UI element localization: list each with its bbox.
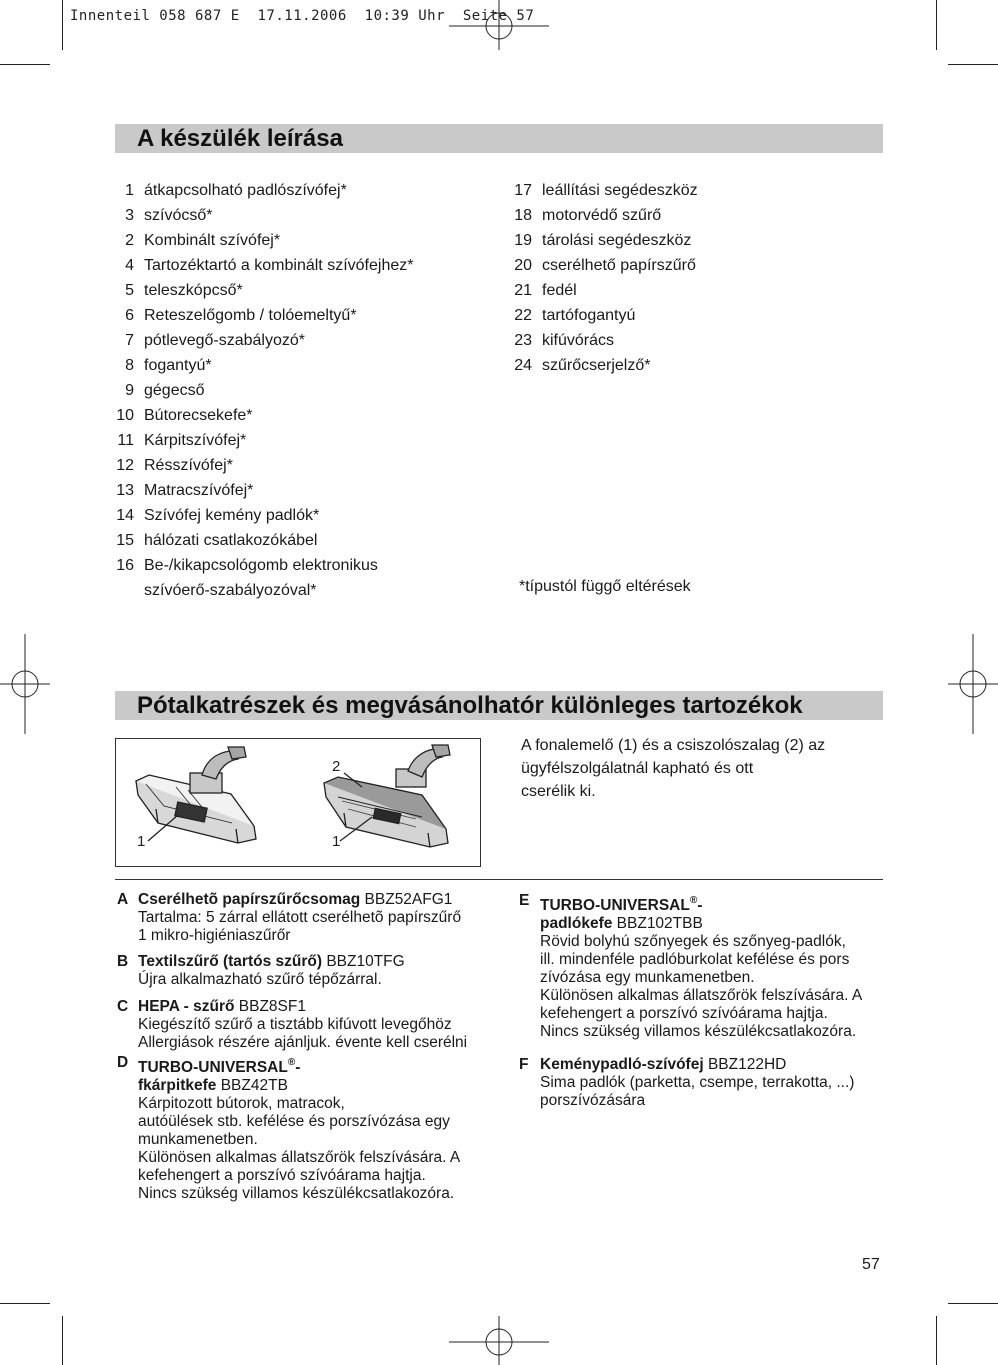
accessory-letter: B: [117, 953, 129, 970]
accessory-text: Kiegészítő szűrő a tisztább kifúvott levegőhöz: [138, 1016, 452, 1033]
accessory-code: BBZ102TBB: [616, 915, 703, 932]
accessory-text: Rövid bolyhú szőnyegek és szőnyeg-padlók,: [540, 933, 846, 950]
part-number: [112, 578, 134, 603]
part-label: Be-/kikapcsológomb elektronikus: [144, 557, 378, 574]
parts-list-item: [112, 278, 413, 303]
figure-label-2-right: 2: [332, 758, 341, 775]
figure-label-1-left: 1: [137, 833, 146, 850]
parts-list-right: [510, 178, 698, 378]
parts-list-item: [510, 353, 698, 378]
intro-line: cserélik ki.: [521, 783, 596, 800]
part-number: 4: [125, 257, 134, 274]
figure-label-1-right: 1: [332, 833, 341, 850]
accessory-letter: A: [117, 891, 129, 908]
print-header: Innenteil 058 687 E 17.11.2006 10:39 Uhr Seite 57: [70, 8, 535, 24]
accessory-name-suffix: -: [697, 897, 703, 914]
part-label: cserélhető papírszűrő: [542, 257, 696, 274]
accessory-text: Tartalma: 5 zárral ellátott cserélhetõ papírszűrő: [138, 909, 462, 926]
part-label: Szívófej kemény padlók*: [144, 507, 320, 524]
part-number: 14: [116, 507, 134, 524]
parts-list-item: [112, 353, 413, 378]
parts-list-item: [112, 553, 413, 578]
part-number: 11: [117, 432, 134, 449]
part-number: 6: [125, 307, 134, 324]
part-number: 19: [514, 232, 532, 249]
part-label: Tartozéktartó a kombinált szívófejhez*: [144, 257, 414, 274]
accessory-letter: D: [117, 1054, 129, 1071]
accessory-text: Különösen alkalmas állatszőrök felszívására. A: [540, 987, 863, 1004]
parts-list-item: [510, 178, 698, 203]
part-number: 1: [125, 182, 134, 199]
parts-list-item: [112, 328, 413, 353]
intro-line: A fonalemelő (1) és a csiszolószalag (2) az: [521, 737, 826, 754]
part-label: Reteszelőgomb / tolóemeltyű*: [144, 307, 357, 324]
part-number: 20: [514, 257, 532, 274]
part-label: Matracszívófej*: [144, 482, 254, 499]
accessory-code: BBZ10TFG: [326, 953, 405, 970]
parts-list-item: [112, 428, 413, 453]
part-label: pótlevegő-szabályozó*: [144, 332, 305, 349]
section-title: Pótalkatrészek és megvásánolhatór különleges tartozékok: [137, 692, 803, 719]
part-number: 8: [125, 357, 134, 374]
accessory-text: Kárpitozott bútorok, matracok,: [138, 1095, 345, 1112]
divider: [115, 879, 883, 880]
parts-list-item: [112, 503, 413, 528]
accessory-text: kefehengert a porszívó szívóárama hajtja.: [138, 1167, 426, 1184]
section-title: A készülék leírása: [137, 125, 343, 152]
parts-list-item: [112, 578, 413, 603]
parts-list-item: [112, 403, 413, 428]
accessory-code: BBZ52AFG1: [364, 891, 453, 908]
parts-list-left: [112, 178, 413, 603]
accessory-text: ill. mindenféle padlóburkolat kefélése és pors: [540, 951, 850, 968]
replacement-note: [521, 734, 881, 803]
accessory-text: Különösen alkalmas állatszőrök felszívására. A: [138, 1149, 461, 1166]
part-number: 21: [514, 282, 532, 299]
accessory-code: BBZ42TB: [220, 1077, 288, 1094]
part-number: 2: [125, 232, 134, 249]
parts-list-item: [112, 228, 413, 253]
part-label: hálózati csatlakozókábel: [144, 532, 318, 549]
parts-list-item: [510, 203, 698, 228]
part-number: 17: [514, 182, 532, 199]
part-label: átkapcsolható padlószívófej*: [144, 182, 347, 199]
accessory-text: zívózása egy munkamenetben.: [540, 969, 755, 986]
accessory-text: 1 mikro-higiéniaszűrőr: [138, 927, 291, 944]
part-label: Résszívófej*: [144, 457, 233, 474]
part-number: 13: [116, 482, 134, 499]
part-number: 7: [125, 332, 134, 349]
part-label: teleszkópcső*: [144, 282, 243, 299]
parts-list-item: [112, 478, 413, 503]
part-label: gégecső: [144, 382, 205, 399]
accessory-name-2: padlókefe: [540, 915, 613, 932]
part-number: 22: [514, 307, 532, 324]
accessory-code: BBZ8SF1: [238, 998, 306, 1015]
parts-list-item: [510, 303, 698, 328]
part-label: szívócső*: [144, 207, 213, 224]
accessory-text: munkamenetben.: [138, 1131, 258, 1148]
part-number: 12: [116, 457, 134, 474]
part-number: 5: [125, 282, 134, 299]
parts-list-item: [112, 253, 413, 278]
accessory-text: kefehengert a porszívó szívóárama hajtja.: [540, 1005, 828, 1022]
part-label: leállítási segédeszköz: [542, 182, 698, 199]
accessory-text: Allergiások részére ajánljuk. évente kell cserélni: [138, 1034, 468, 1051]
part-number: 24: [514, 357, 532, 374]
parts-list-item: [112, 303, 413, 328]
part-number: 10: [116, 407, 134, 424]
accessory-letter: C: [117, 998, 129, 1015]
accessory-text: Nincs szükség villamos készülékcsatlakozóra.: [540, 1023, 857, 1040]
part-number: 18: [514, 207, 532, 224]
part-number: 16: [116, 557, 134, 574]
section-header-description: [115, 124, 883, 153]
parts-list-item: [112, 178, 413, 203]
accessory-text: autóülések stb. kefélése és porszívózása egy: [138, 1113, 450, 1130]
accessory-name-2: fkárpitkefe: [138, 1077, 217, 1094]
accessory-letter: F: [519, 1056, 529, 1073]
parts-list-item: [112, 203, 413, 228]
parts-list-item: [112, 528, 413, 553]
part-label: motorvédő szűrő: [542, 207, 662, 224]
part-label: Bútorecsekefe*: [144, 407, 253, 424]
parts-list-item: [112, 453, 413, 478]
floor-nozzle-illustration: [116, 739, 480, 866]
registered-mark: ®: [689, 895, 698, 906]
parts-list-item: [112, 378, 413, 403]
part-label: fedél: [542, 282, 577, 299]
accessory-code: BBZ122HD: [707, 1056, 787, 1073]
accessory-name: Textilszűrő (tartós szűrő): [138, 953, 323, 970]
accessory-text: porszívózására: [540, 1092, 646, 1109]
accessory-name: TURBO-UNIVERSAL: [138, 1059, 288, 1076]
part-label: fogantyú*: [144, 357, 212, 374]
accessory-text: Sima padlók (parketta, csempe, terrakotta, ...): [540, 1074, 855, 1091]
part-number: 3: [125, 207, 134, 224]
part-number: 9: [125, 382, 134, 399]
page-number: 57: [862, 1256, 880, 1273]
part-label: Kombinált szívófej*: [144, 232, 281, 249]
part-number: 15: [116, 532, 134, 549]
footnote: *típustól függő eltérések: [519, 578, 691, 595]
part-label: kifúvórács: [542, 332, 615, 349]
accessory-name: TURBO-UNIVERSAL: [540, 897, 690, 914]
parts-list-item: [510, 328, 698, 353]
accessory-text: Újra alkalmazható szűrő tépőzárral.: [138, 971, 382, 988]
accessory-name: HEPA - szűrő: [138, 998, 235, 1015]
intro-line: ügyfélszolgálatnál kapható és ott: [521, 760, 754, 777]
accessory-letter: E: [519, 892, 530, 909]
section-header-accessories: [115, 691, 883, 720]
parts-list-item: [510, 228, 698, 253]
part-label: Kárpitszívófej*: [144, 432, 247, 449]
accessory-name: Keménypadló-szívófej: [540, 1056, 704, 1073]
accessory-name-suffix: -: [295, 1059, 301, 1076]
part-number: 23: [514, 332, 532, 349]
accessory-text: Nincs szükség villamos készülékcsatlakozóra.: [138, 1185, 455, 1202]
part-label: tárolási segédeszköz: [542, 232, 692, 249]
part-label: szűrőcserjelző*: [542, 357, 651, 374]
registered-mark: ®: [287, 1057, 296, 1068]
parts-list-item: [510, 278, 698, 303]
accessory-name: Cserélhetõ papírszűrőcsomag: [138, 891, 361, 908]
part-label: szívóerő-szabályozóval*: [144, 582, 317, 599]
nozzle-figure: [115, 738, 481, 867]
parts-list-item: [510, 253, 698, 278]
part-label: tartófogantyú: [542, 307, 636, 324]
